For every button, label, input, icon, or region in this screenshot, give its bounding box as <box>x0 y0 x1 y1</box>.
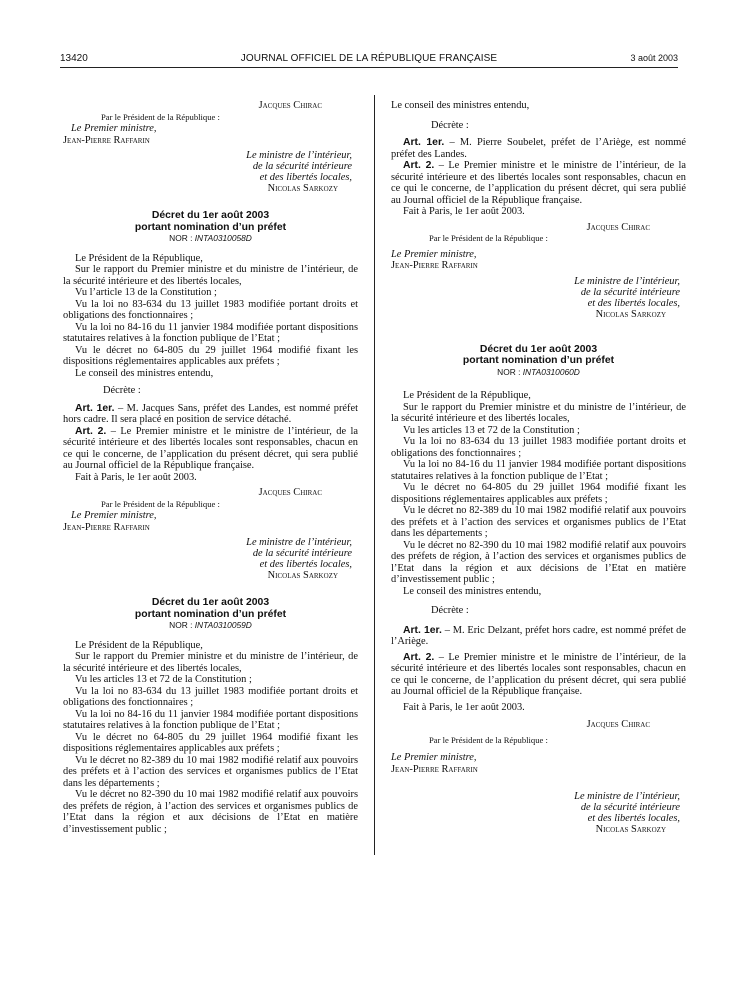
decree-title-line-1: Décret du 1er août 2003 <box>151 210 270 221</box>
minister-name: Nicolas Sarkozy <box>595 824 666 835</box>
preamble: Le Président de la République, <box>75 639 203 651</box>
fait-a-paris: Fait à Paris, le 1er août 2003. <box>403 701 525 713</box>
article-2 <box>391 160 686 206</box>
visa-paragraph: Sur le rapport du Premier ministre et du ministre de l’intérieur, de la sécurité intérieure et des libertés locales, <box>63 651 358 674</box>
article-2-text: – Le Premier ministre et le ministre de l’intérieur, de la sécurité intérieure et des libertés locales sont responsables, chacun en ce qui le concerne, de l’application du présent décret, qui sera publié au Journal officiel de la République française. <box>63 425 358 471</box>
visa-paragraph: Vu les articles 13 et 72 de la Constitution ; <box>403 424 580 436</box>
article-2-text: – Le Premier ministre et le ministre de l’intérieur, de la sécurité intérieure et des libertés locales sont responsables, chacun en ce qui le concerne, de l’application du présent décret, qui sera publié au Journal officiel de la République française. <box>391 651 686 697</box>
minister-name: Nicolas Sarkozy <box>267 570 338 581</box>
minister-name: Nicolas Sarkozy <box>595 308 666 320</box>
par-le-president: Par le Président de la République : <box>429 233 548 243</box>
article-1-text: – M. Eric Delzant, préfet hors cadre, est nommé préfet de l’Ariège. <box>391 624 686 647</box>
column-divider <box>374 95 375 855</box>
decrete-heading: Décrète : <box>103 385 141 396</box>
president-signature: Jacques Chirac <box>258 487 322 498</box>
president-signature: Jacques Chirac <box>586 719 650 730</box>
minister-line-1: Le ministre de l’intérieur, <box>246 537 352 548</box>
premier-ministre-label: Le Premier ministre, <box>71 510 157 521</box>
visa-paragraph: Vu la loi no 83-634 du 13 juillet 1983 modifiée portant droits et obligations des fonctionnaires ; <box>391 436 686 459</box>
nor-label: NOR : <box>169 233 193 243</box>
minister-signature <box>391 791 686 835</box>
page-header <box>60 53 678 68</box>
visa-paragraph: Le conseil des ministres entendu, <box>75 367 214 379</box>
article-1-heading: Art. 1er. <box>403 624 442 636</box>
nor-reference <box>63 233 358 245</box>
journal-title: JOURNAL OFFICIEL DE LA RÉPUBLIQUE FRANÇAISE <box>240 53 498 64</box>
premier-ministre-label: Le Premier ministre, <box>71 123 157 134</box>
minister-line-1: Le ministre de l’intérieur, <box>574 791 680 802</box>
minister-name: Nicolas Sarkozy <box>267 183 338 194</box>
president-signature: Jacques Chirac <box>586 221 650 233</box>
article-1-heading: Art. 1er. <box>75 402 115 414</box>
minister-line-1: Le ministre de l’intérieur, <box>246 150 352 161</box>
nor-reference <box>63 620 358 632</box>
minister-line-2: de la sécurité intérieure <box>252 548 352 559</box>
par-le-president: Par le Président de la République : <box>429 734 548 745</box>
decree-intra0310058d <box>63 210 358 581</box>
minister-line-3: et des libertés locales, <box>259 172 352 183</box>
par-le-president: Par le Président de la République : <box>101 498 220 509</box>
minister-line-2: de la sécurité intérieure <box>580 286 680 298</box>
visa-paragraph: Vu le décret no 82-389 du 10 mai 1982 modifié relatif aux pouvoirs des préfets et à l’action des services et organismes publics de l’Etat dans les départements ; <box>63 754 358 789</box>
article-1 <box>391 625 686 648</box>
article-1-heading: Art. 1er. <box>403 137 445 148</box>
decree-title-line-1: Décret du 1er août 2003 <box>151 597 270 608</box>
premier-ministre-name: Jean-Pierre Raffarin <box>391 260 478 271</box>
fait-a-paris: Fait à Paris, le 1er août 2003. <box>403 206 525 217</box>
premier-ministre-name: Jean-Pierre Raffarin <box>63 521 150 533</box>
page-number: 13420 <box>60 53 88 64</box>
minister-signature <box>391 276 686 320</box>
article-2-heading: Art. 2. <box>75 425 107 437</box>
issue-date: 3 août 2003 <box>630 53 678 63</box>
visa-paragraph: Vu le décret no 82-390 du 10 mai 1982 modifié relatif aux pouvoirs des préfets de région, à l’action des services et organismes publics de l’Etat dans la région et aux décisions de l’Etat en matière d’investissement public ; <box>391 539 686 585</box>
article-2 <box>63 426 358 472</box>
article-1 <box>391 137 686 160</box>
visa-paragraph: Vu le décret no 64-805 du 29 juillet 1964 modifié fixant les dispositions réglementaires applicables aux préfets ; <box>63 344 358 367</box>
visa-paragraph: Sur le rapport du Premier ministre et du ministre de l’intérieur, de la sécurité intérieure et des libertés locales, <box>63 264 358 287</box>
minister-line-3: et des libertés locales, <box>259 559 352 570</box>
decree-title-line-1: Décret du 1er août 2003 <box>479 343 598 355</box>
par-le-president: Par le Président de la République : <box>101 111 220 122</box>
minister-line-3: et des libertés locales, <box>587 813 680 824</box>
visa-paragraph: Vu la loi no 83-634 du 13 juillet 1983 modifiée portant droits et obligations des fonctionnaires ; <box>63 685 358 708</box>
president-signature: Jacques Chirac <box>258 100 322 111</box>
visa-paragraph: Le conseil des ministres entendu, <box>403 585 542 597</box>
visa-paragraph: Vu la loi no 84-16 du 11 janvier 1984 modifiée portant dispositions statutaires relatives à la fonction publique de l’Etat ; <box>391 459 686 482</box>
decree-intra0310060d <box>391 344 686 836</box>
decrete-heading: Décrète : <box>431 119 469 131</box>
decree-title-line-2: portant nomination d’un préfet <box>134 221 287 233</box>
visa-paragraph: Vu le décret no 64-805 du 29 juillet 1964 modifié fixant les dispositions réglementaires applicables aux préfets ; <box>63 731 358 754</box>
decree-title-line-2: portant nomination d’un préfet <box>134 608 287 620</box>
visa-paragraph: Vu la loi no 84-16 du 11 janvier 1984 modifiée portant dispositions statutaires relatives à la fonction publique de l’Etat ; <box>63 321 358 344</box>
article-1 <box>63 403 358 426</box>
preamble: Le Président de la République, <box>403 390 531 401</box>
signature-block <box>63 100 358 194</box>
decrete-heading: Décrète : <box>431 605 469 616</box>
article-1-text: – M. Jacques Sans, préfet des Landes, est nommé préfet hors cadre. Il sera placé en position de service détaché. <box>63 402 358 425</box>
visa-paragraph: Le conseil des ministres entendu, <box>391 100 530 111</box>
minister-signature <box>63 537 358 581</box>
article-1-text: – M. Pierre Soubelet, préfet de l’Ariège, est nommé préfet des Landes. <box>391 137 686 160</box>
decree-intra0310059d <box>63 597 358 835</box>
article-2-heading: Art. 2. <box>403 160 435 171</box>
minister-line-3: et des libertés locales, <box>587 297 680 309</box>
fait-a-paris: Fait à Paris, le 1er août 2003. <box>75 471 197 483</box>
preamble: Le Président de la République, <box>75 252 203 264</box>
visa-paragraph: Vu le décret no 64-805 du 29 juillet 1964 modifié fixant les dispositions réglementaires applicables aux préfets ; <box>391 482 686 505</box>
visa-paragraph: Sur le rapport du Premier ministre et du ministre de l’intérieur, de la sécurité intérieure et des libertés locales, <box>391 401 686 424</box>
minister-line-1: Le ministre de l’intérieur, <box>574 275 680 287</box>
visa-paragraph: Vu la loi no 83-634 du 13 juillet 1983 modifiée portant droits et obligations des fonctionnaires ; <box>63 298 358 321</box>
nor-code: INTA0310060D <box>522 366 580 377</box>
minister-signature <box>63 150 358 194</box>
nor-label: NOR : <box>169 620 193 630</box>
premier-ministre-name: Jean-Pierre Raffarin <box>63 134 150 146</box>
nor-label: NOR : <box>497 366 521 377</box>
article-2-heading: Art. 2. <box>403 651 435 663</box>
premier-ministre-label: Le Premier ministre, <box>391 248 477 260</box>
minister-line-2: de la sécurité intérieure <box>252 161 352 172</box>
nor-reference <box>391 367 686 379</box>
visa-paragraph: Vu le décret no 82-390 du 10 mai 1982 modifié relatif aux pouvoirs des préfets de région, à l’action des services et organismes publics de l’Etat dans la région et aux décisions de l’Etat en matière d’investissement public ; <box>63 789 358 835</box>
premier-ministre-name: Jean-Pierre Raffarin <box>391 763 478 775</box>
visa-paragraph: Vu le décret no 82-389 du 10 mai 1982 modifié relatif aux pouvoirs des préfets et à l’action des services et organismes publics de l’Etat dans les départements ; <box>391 505 686 539</box>
article-2-text: – Le Premier ministre et le ministre de l’intérieur, de la sécurité intérieure et des libertés locales sont responsables, chacun en ce qui le concerne, de l’application du présent décret, qui sera publié au Journal officiel de la République française. <box>391 160 686 206</box>
visa-paragraph: Vu la loi no 84-16 du 11 janvier 1984 modifiée portant dispositions statutaires relatives à la fonction publique de l’Etat ; <box>63 708 358 731</box>
nor-code: INTA0310058D <box>194 233 252 243</box>
decree-title-line-2: portant nomination d’un préfet <box>462 355 615 366</box>
minister-line-2: de la sécurité intérieure <box>580 802 680 813</box>
right-column <box>391 100 686 835</box>
decree-continuation <box>391 100 686 320</box>
article-2 <box>391 652 686 698</box>
visa-paragraph: Vu les articles 13 et 72 de la Constitution ; <box>75 674 252 685</box>
visa-paragraph: Vu l’article 13 de la Constitution ; <box>75 287 217 298</box>
left-column <box>63 100 358 835</box>
nor-code: INTA0310059D <box>194 620 252 630</box>
premier-ministre-label: Le Premier ministre, <box>391 752 477 763</box>
